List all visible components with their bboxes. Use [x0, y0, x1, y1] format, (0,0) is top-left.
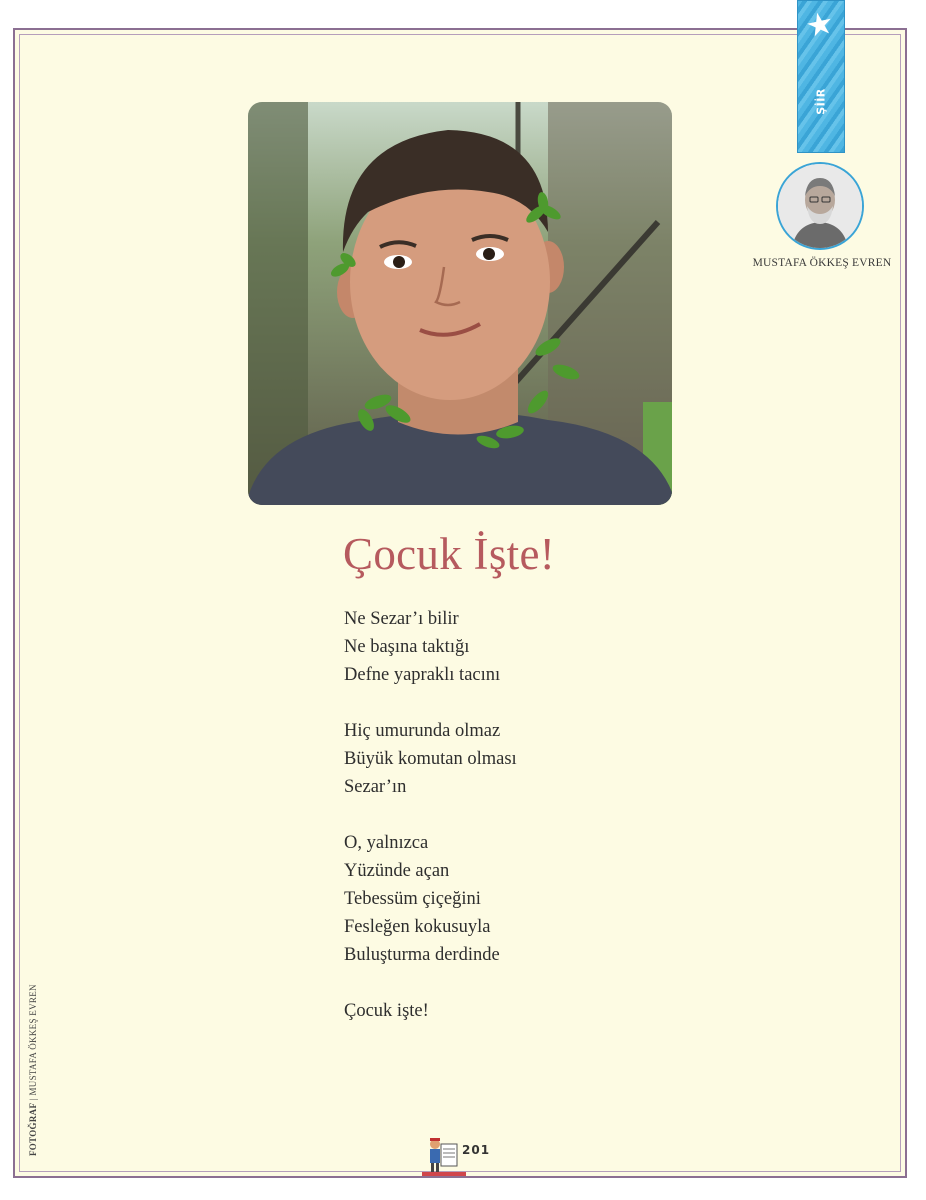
- poem-line: Yüzünde açan: [344, 861, 450, 881]
- section-ribbon: [797, 0, 845, 153]
- poem-line: Fesleğen kokusuyla: [344, 917, 491, 937]
- author-avatar: [778, 164, 862, 248]
- section-label: ŞİİR: [814, 88, 828, 115]
- credit-divider: |: [28, 1095, 38, 1101]
- poem-line: Büyük komutan olması: [344, 749, 517, 769]
- mascot-logo-icon: [427, 1136, 459, 1176]
- poem-line: Hiç umurunda olmaz: [344, 721, 501, 741]
- credit-name: MUSTAFA ÖKKEŞ EVREN: [28, 984, 38, 1096]
- poem-stanza-4: [344, 997, 429, 1025]
- poem-line: Sezar’ın: [344, 777, 407, 797]
- poem-title: Çocuk İşte!: [343, 529, 555, 579]
- poem-line: Tebessüm çiçeğini: [344, 889, 481, 909]
- author-name: MUSTAFA ÖKKEŞ EVREN: [752, 257, 892, 269]
- poem-line: O, yalnızca: [344, 833, 429, 853]
- poem-stanza-1: [344, 605, 500, 689]
- footer-accent-line: [422, 1172, 466, 1176]
- credit-label: FOTOĞRAF: [28, 1102, 38, 1156]
- poem-line: Defne yapraklı tacını: [344, 665, 501, 685]
- poem-stanza-3: [344, 829, 500, 969]
- photo-credit: [28, 984, 38, 1156]
- poem-line: Ne başına taktığı: [344, 637, 470, 657]
- poem-line: Buluşturma derdinde: [344, 945, 500, 965]
- star-icon: ★: [802, 4, 838, 46]
- poem-line: Ne Sezar’ı bilir: [344, 609, 459, 629]
- poem-stanza-2: [344, 717, 517, 801]
- poem-photo: [248, 102, 672, 505]
- page-number: 201: [462, 1143, 491, 1157]
- poem-line: Çocuk işte!: [344, 1001, 429, 1021]
